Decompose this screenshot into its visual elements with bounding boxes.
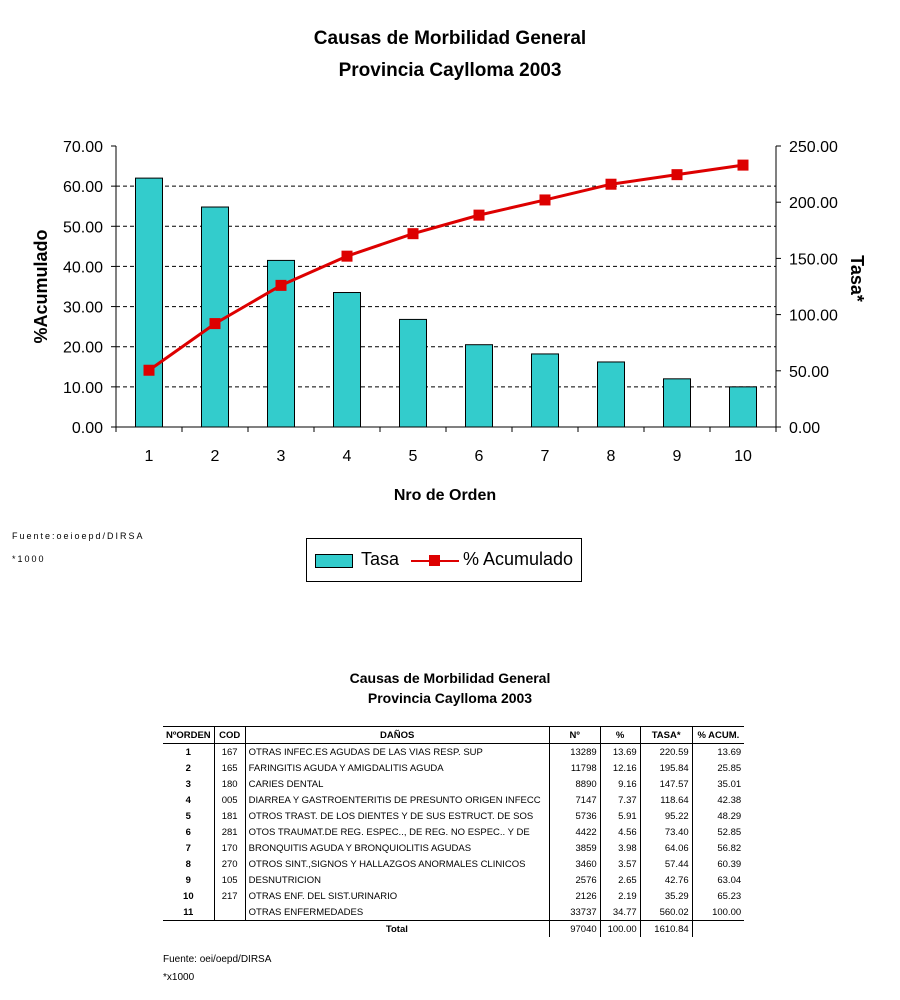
cell-numero: 5736: [549, 808, 600, 824]
y-left-tick-label: 10.00: [62, 379, 103, 397]
y-right-tick-label: 0.00: [789, 420, 821, 437]
table-footer-source: Fuente: oei/oepd/DIRSA: [163, 954, 272, 965]
cell-cod: 180: [214, 776, 245, 792]
legend-tasa-swatch: [315, 554, 353, 568]
tasa-bar: [532, 354, 559, 427]
acumulado-marker: [606, 179, 617, 190]
cell-acumulado: 65.23: [692, 888, 744, 904]
cell-acumulado: 100.00: [692, 904, 744, 921]
cell-tasa: 118.64: [640, 792, 692, 808]
cell-orden: 8: [185, 858, 191, 870]
cell-porcentaje: 2.65: [600, 872, 640, 888]
cell-cod: 105: [214, 872, 245, 888]
cell-orden: 5: [185, 810, 191, 822]
table-row: [163, 888, 744, 904]
legend-acumulado-label: % Acumulado: [463, 549, 574, 569]
y-left-tick-label: 70.00: [62, 139, 103, 156]
table-row: [163, 792, 744, 808]
cell-danos: OTROS TRAST. DE LOS DIENTES Y DE SUS ESTRUCT. DE SOS: [245, 808, 549, 824]
y-right-tick-label: 200.00: [789, 195, 838, 213]
x-tick-label: 4: [342, 448, 352, 465]
acumulado-marker: [210, 318, 221, 329]
table-total-row: [163, 921, 744, 938]
cell-acumulado: 60.39: [692, 856, 744, 872]
cell-tasa: 42.76: [640, 872, 692, 888]
cell-acumulado: 63.04: [692, 872, 744, 888]
cell-cod: 270: [214, 856, 245, 872]
cell-numero: 2126: [549, 888, 600, 904]
cell-orden: 11: [163, 904, 214, 921]
total-tasa: 1610.84: [640, 921, 692, 938]
total-blank: [163, 921, 214, 938]
cell-orden: 9: [185, 874, 191, 886]
cell-tasa: 95.22: [640, 808, 692, 824]
cell-acumulado: 13.69: [692, 744, 744, 761]
cell-numero: 33737: [549, 904, 600, 921]
table-row: [163, 872, 744, 888]
cell-cod: 281: [214, 824, 245, 840]
cell-acumulado: 52.85: [692, 824, 744, 840]
cell-numero: 2576: [549, 872, 600, 888]
cell-acumulado: 48.29: [692, 808, 744, 824]
cell-porcentaje: 3.57: [600, 856, 640, 872]
cell-danos: OTRAS INFEC.ES AGUDAS DE LAS VIAS RESP. SUP: [245, 744, 549, 761]
header-orden: NºORDEN: [163, 727, 214, 744]
acumulado-marker: [672, 169, 683, 180]
x-axis-title: Nro de Orden: [393, 487, 497, 504]
header-porcentaje: %: [600, 727, 640, 744]
table-row: [163, 808, 744, 824]
cell-danos: OTRAS ENF. DEL SIST.URINARIO: [245, 888, 549, 904]
x-tick-label: 7: [540, 448, 550, 465]
acumulado-marker: [474, 210, 485, 221]
cell-porcentaje: 2.19: [600, 888, 640, 904]
chart-subtitle: Provincia Caylloma 2003: [338, 60, 562, 81]
chart-source-note: Fuente:oeioepd/DIRSA: [12, 531, 145, 541]
chart-rate-note: *1000: [12, 554, 46, 564]
cell-porcentaje: 13.69: [600, 744, 640, 761]
cell-cod: [214, 904, 245, 921]
cell-tasa: 220.59: [640, 744, 692, 761]
acumulado-marker: [342, 251, 353, 262]
cell-porcentaje: 3.98: [600, 840, 640, 856]
table-header-row: [163, 727, 744, 744]
tasa-bar: [664, 379, 691, 427]
table-row: [163, 776, 744, 792]
tasa-bar: [400, 319, 427, 427]
total-blank: [214, 921, 245, 938]
cell-orden: 7: [185, 842, 191, 854]
y-left-tick-label: 40.00: [62, 259, 103, 277]
table-row: [163, 824, 744, 840]
table-row: [163, 856, 744, 872]
cell-danos: OTROS SINT.,SIGNOS Y HALLAZGOS ANORMALES CLINICOS: [245, 856, 549, 872]
y-right-axis-title: Tasa*: [847, 255, 867, 302]
cell-danos: OTOS TRAUMAT.DE REG. ESPEC.., DE REG. NO ESPEC.. Y DE: [245, 824, 549, 840]
cell-tasa: 560.02: [640, 904, 692, 921]
x-tick-label: 2: [210, 448, 220, 465]
cell-orden: 1: [185, 746, 191, 758]
y-right-tick-label: 100.00: [789, 307, 838, 325]
x-tick-label: 5: [408, 448, 418, 465]
total-percent: 100.00: [600, 921, 640, 938]
tasa-bar: [136, 178, 163, 427]
header-danos: DAÑOS: [245, 727, 549, 744]
cell-numero: 3859: [549, 840, 600, 856]
acumulado-marker: [408, 228, 419, 239]
cell-danos: DIARREA Y GASTROENTERITIS DE PRESUNTO ORIGEN INFECC: [245, 792, 549, 808]
acumulado-marker: [144, 365, 155, 376]
cell-danos: CARIES DENTAL: [245, 776, 549, 792]
cell-acumulado: 25.85: [692, 760, 744, 776]
tasa-bar: [334, 293, 361, 427]
cell-cod: 170: [214, 840, 245, 856]
cell-tasa: 35.29: [640, 888, 692, 904]
x-tick-label: 9: [672, 448, 682, 465]
total-count: 97040: [549, 921, 600, 938]
table-subtitle: Provincia Caylloma 2003: [367, 690, 533, 706]
legend-acumulado-marker: [429, 555, 440, 566]
cell-cod: 167: [214, 744, 245, 761]
cell-numero: 13289: [549, 744, 600, 761]
acumulado-marker: [540, 194, 551, 205]
cell-porcentaje: 7.37: [600, 792, 640, 808]
cell-danos: BRONQUITIS AGUDA Y BRONQUIOLITIS AGUDAS: [245, 840, 549, 856]
cell-danos: OTRAS ENFERMEDADES: [245, 904, 549, 921]
y-right-tick-label: 150.00: [789, 251, 838, 269]
y-left-tick-label: 0.00: [71, 420, 103, 437]
cell-orden: 6: [185, 826, 191, 838]
tasa-bar: [730, 387, 757, 427]
cell-orden: 2: [185, 762, 191, 774]
cell-numero: 11798: [549, 760, 600, 776]
cell-tasa: 57.44: [640, 856, 692, 872]
cell-porcentaje: 4.56: [600, 824, 640, 840]
cell-orden: 4: [185, 794, 191, 806]
y-left-tick-label: 60.00: [62, 179, 103, 197]
y-right-tick-label: 250.00: [789, 139, 838, 156]
x-tick-label: 3: [276, 448, 286, 465]
cell-numero: 7147: [549, 792, 600, 808]
x-tick-label: 6: [474, 448, 484, 465]
total-blank: [692, 921, 744, 938]
header-acumulado: % ACUM.: [692, 727, 744, 744]
cell-porcentaje: 34.77: [600, 904, 640, 921]
table-title: Causas de Morbilidad General: [349, 670, 551, 686]
cell-cod: 165: [214, 760, 245, 776]
cell-tasa: 73.40: [640, 824, 692, 840]
cell-orden: 10: [183, 890, 194, 902]
x-tick-label: 1: [144, 448, 154, 465]
cell-porcentaje: 5.91: [600, 808, 640, 824]
cell-tasa: 64.06: [640, 840, 692, 856]
cell-porcentaje: 9.16: [600, 776, 640, 792]
cell-numero: 8890: [549, 776, 600, 792]
cell-tasa: 147.57: [640, 776, 692, 792]
x-tick-label: 10: [734, 448, 752, 465]
acumulado-line: [149, 165, 743, 370]
cell-acumulado: 56.82: [692, 840, 744, 856]
tasa-bar: [598, 362, 625, 427]
cell-acumulado: 42.38: [692, 792, 744, 808]
table-row: [163, 904, 744, 921]
chart-title: Causas de Morbilidad General: [313, 28, 587, 49]
y-left-tick-label: 50.00: [62, 219, 103, 237]
chart-legend: [306, 538, 582, 582]
table-row: [163, 840, 744, 856]
y-left-tick-label: 30.00: [62, 299, 103, 317]
y-left-axis-title: %Acumulado: [31, 229, 51, 344]
y-left-tick-label: 20.00: [62, 339, 103, 357]
total-label: Total: [385, 923, 408, 935]
cell-numero: 4422: [549, 824, 600, 840]
cell-danos: DESNUTRICION: [245, 872, 549, 888]
tasa-bar: [466, 345, 493, 427]
cell-cod: 181: [214, 808, 245, 824]
y-right-tick-label: 50.00: [789, 363, 830, 381]
cell-numero: 3460: [549, 856, 600, 872]
cell-orden: 3: [185, 778, 191, 790]
header-cod: COD: [214, 727, 245, 744]
cell-cod: 217: [214, 888, 245, 904]
legend-tasa-label: Tasa: [361, 549, 400, 569]
morbidity-table: [163, 726, 744, 937]
cell-cod: 005: [214, 792, 245, 808]
acumulado-marker: [738, 160, 749, 171]
cell-tasa: 195.84: [640, 760, 692, 776]
cell-porcentaje: 12.16: [600, 760, 640, 776]
x-tick-label: 8: [606, 448, 616, 465]
table-footer-note: *x1000: [163, 972, 195, 983]
acumulado-marker: [276, 280, 287, 291]
table-row: [163, 744, 744, 761]
cell-acumulado: 35.01: [692, 776, 744, 792]
header-tasa: TASA*: [640, 727, 692, 744]
cell-danos: FARINGITIS AGUDA Y AMIGDALITIS AGUDA: [245, 760, 549, 776]
header-numero: Nº: [549, 727, 600, 744]
table-row: [163, 760, 744, 776]
